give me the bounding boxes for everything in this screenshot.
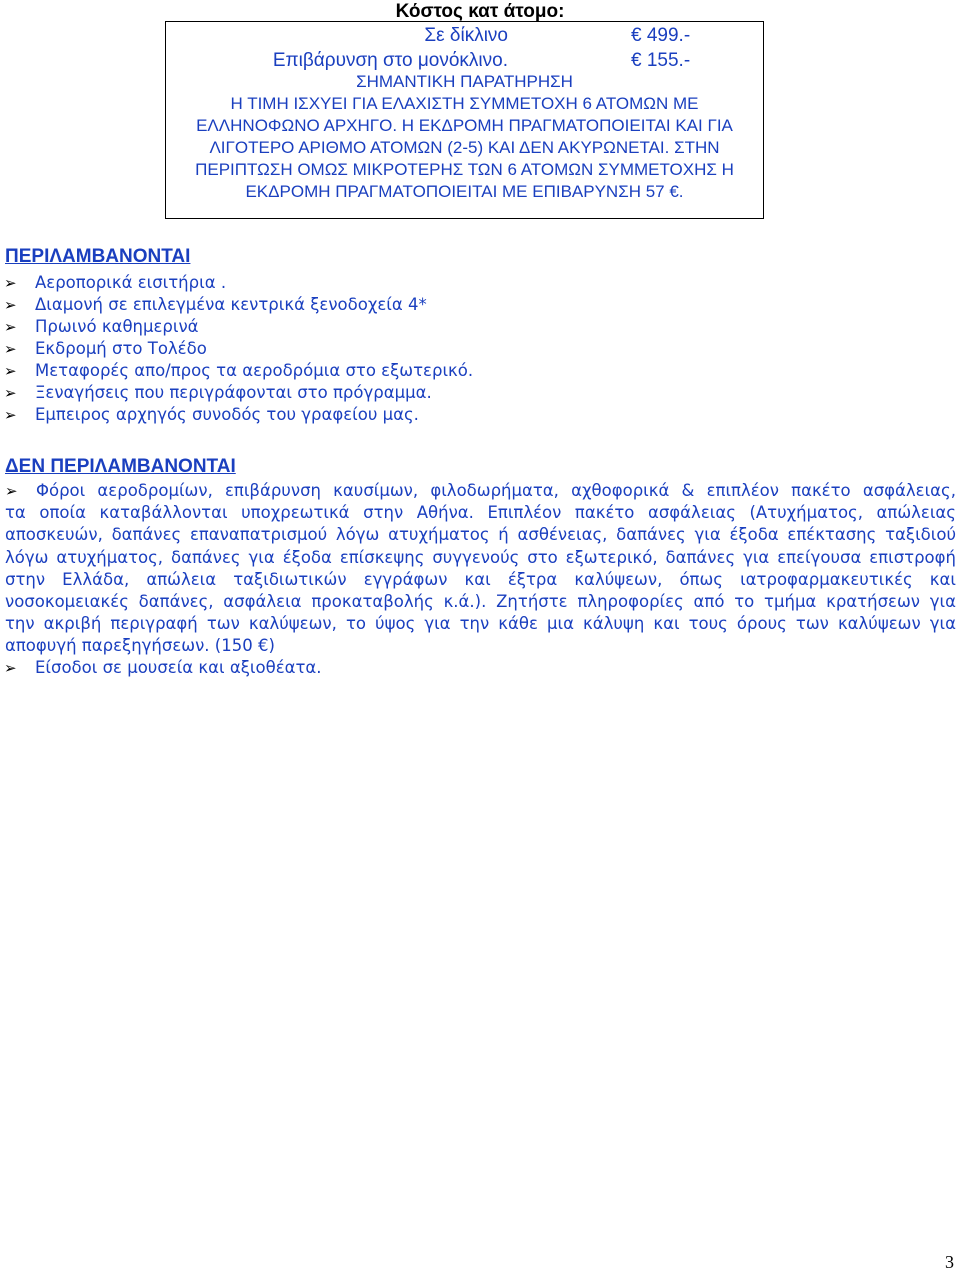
included-item: ➢ Εμπειρος αρχηγός συνοδός του γραφείου μας. <box>4 405 419 424</box>
page-number: 3 <box>945 1252 954 1272</box>
included-title: ΠΕΡΙΛΑΜΒΑΝΟΝΤΑΙ <box>5 246 191 267</box>
price-title: Κόστος κατ άτομο: <box>395 1 565 22</box>
arrow-bullet-icon: ➢ <box>4 296 17 314</box>
arrow-bullet-icon: ➢ <box>5 482 18 500</box>
note-line: ΣΗΜΑΝΤΙΚΗ ΠΑΡΑΤΗΡΗΣΗ <box>356 72 573 91</box>
included-item: ➢ Ξεναγήσεις που περιγράφονται στο πρόγραμμα. <box>4 383 432 402</box>
price-box <box>165 21 764 219</box>
price-row-double <box>166 23 763 49</box>
note-line: ΕΛΛΗΝΟΦΩΝΟ ΑΡΧΗΓΟ. Η ΕΚΔΡΟΜΗ ΠΡΑΓΜΑΤΟΠΟΙΕΙΤΑΙ ΚΑΙ ΓΙΑ <box>196 116 733 135</box>
price-label: Σε δίκλινο <box>424 25 508 46</box>
arrow-bullet-icon: ➢ <box>4 384 17 402</box>
included-item: ➢ Μεταφορές απο/προς τα αεροδρόμια στο εξωτερικό. <box>4 361 474 380</box>
not-included-item: ➢ Είσοδοι σε μουσεία και αξιοθέατα. <box>4 658 322 677</box>
included-item: ➢ Εκδρομή στο Τολέδο <box>4 339 207 358</box>
paragraph-line: ➢ Φόροι αεροδρομίων, επιβάρυνση καυσίμων, φιλοδωρήματα, αχθοφορικά & επιπλέον πακέτο ασφάλειας, <box>5 480 956 502</box>
paragraph-line: στην Ελλάδα, απώλεια ταξιδιωτικών εγγράφων και έξτρα καλύψεων, όπως ιατροφαρμακευτικές και <box>5 569 956 589</box>
note-line: Η ΤΙΜΗ ΙΣΧΥΕΙ ΓΙΑ ΕΛΑΧΙΣΤΗ ΣΥΜΜΕΤΟΧΗ 6 ΑΤΟΜΩΝ ΜΕ <box>230 94 699 113</box>
paragraph-line: νοσοκομειακές δαπάνες, ασφάλεια προκαταβολής κ.ά.). Ζητήστε πληροφορίες από το τμήμα κρατήσεων για <box>5 592 956 612</box>
note-line: ΕΚΔΡΟΜΗ ΠΡΑΓΜΑΤΟΠΟΙΕΙΤΑΙ ΜΕ ΕΠΙΒΑΡΥΝΣΗ 57 €. <box>245 182 684 201</box>
price-amount: € 155.- <box>631 50 691 71</box>
paragraph-line: την ακριβή περιγραφή των καλύψεων, το ύψος για την κάθε μια κάλυψη και τους όρους των καλύψεων για <box>5 614 956 634</box>
arrow-bullet-icon: ➢ <box>4 659 17 677</box>
arrow-bullet-icon: ➢ <box>4 362 17 380</box>
arrow-bullet-icon: ➢ <box>4 274 17 292</box>
not-included-paragraph <box>5 480 956 658</box>
price-amount: € 499.- <box>631 25 691 46</box>
paragraph-line: αποφυγή παρεξηγήσεων. (150 €) <box>5 636 275 656</box>
paragraph-line: αποσκευών, δαπάνες επαναπατρισμού λόγω ατυχήματος ή ασθένειας, δαπάνες για έξοδα επέκτασης ταξιδιού <box>5 525 956 545</box>
arrow-bullet-icon: ➢ <box>4 340 17 358</box>
not-included-title: ΔΕΝ ΠΕΡΙΛΑΜΒΑΝΟΝΤΑΙ <box>5 456 236 477</box>
included-item: ➢ Πρωινό καθημερινά <box>4 317 199 336</box>
included-item: ➢ Διαμονή σε επιλεγμένα κεντρικά ξενοδοχεία 4* <box>4 295 427 314</box>
included-item: ➢ Αεροπορικά εισιτήρια . <box>4 273 227 292</box>
paragraph-line: τα οποία καταβάλλονται υποχρεωτικά στην Αθήνα. Επιπλέον πακέτο ασφάλειας (Ατυχήματος, απώλειας <box>5 503 956 523</box>
note-line: ΠΕΡΙΠΤΩΣΗ ΟΜΩΣ ΜΙΚΡΟΤΕΡΗΣ ΤΩΝ 6 ΑΤΟΜΩΝ ΣΥΜΜΕΤΟΧΗΣ Η <box>195 160 734 179</box>
arrow-bullet-icon: ➢ <box>4 318 17 336</box>
paragraph-line: λόγω ατυχήματος, δαπάνες για έξοδα επίσκεψης συγγενούς στο εξωτερικό, δαπάνες για επείγουσα επιστροφή <box>5 547 956 567</box>
important-note <box>166 71 763 203</box>
arrow-bullet-icon: ➢ <box>4 406 17 424</box>
note-line: ΛΙΓΟΤΕΡΟ ΑΡΙΘΜΟ ΑΤΟΜΩΝ (2-5) ΚΑΙ ΔΕΝ ΑΚΥΡΩΝΕΤΑΙ. ΣΤΗΝ <box>209 138 720 157</box>
price-label: Επιβάρυνση στο μονόκλινο. <box>272 50 508 71</box>
